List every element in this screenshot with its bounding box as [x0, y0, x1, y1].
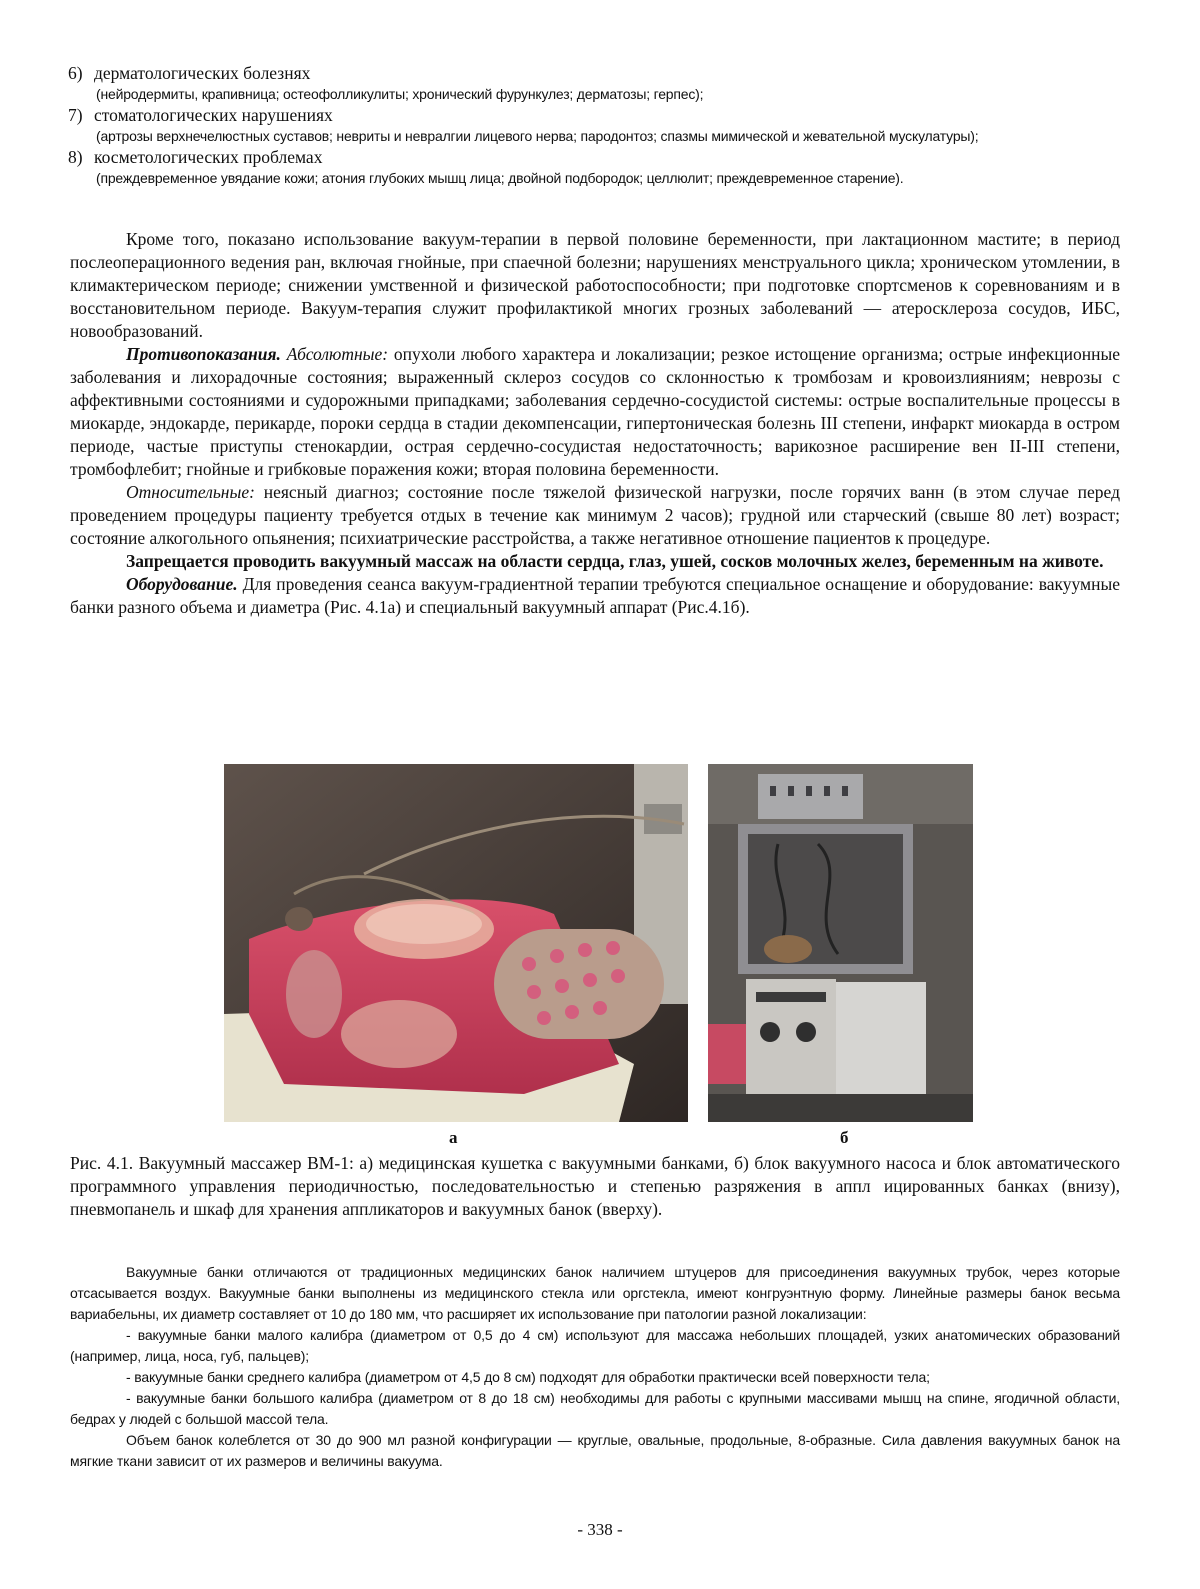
- relative-paragraph: [70, 481, 1120, 550]
- relative-text: неясный диагноз; состояние после тяжелой физической нагрузки, после горячих ванн (в этом случае перед проведением процедуры пациенту требуется отдых в течение как минимум 2 часов); грудной или старческий (свыше 80 лет) возраст; состояние алкогольного опьянения; психиатрические расстройства, а также негативное отношение пациентов к процедуре.: [70, 482, 1120, 548]
- list-item: [68, 62, 1132, 104]
- warning-text: Запрещается проводить вакуумный массаж на области сердца, глаз, ушей, сосков молочных желез, беременным на животе.: [126, 551, 1104, 571]
- equipment-heading: Оборудование.: [126, 574, 238, 594]
- list-title: стоматологических нарушениях: [94, 105, 333, 125]
- cups-large-caliber: - вакуумные банки большого калибра (диаметром от 8 до 18 см) необходимы для работы с крупными массивами мышц на спине, ягодичной области, бедрах у людей с большой массой тела.: [70, 1390, 1120, 1427]
- photo-couch-with-cups: [224, 764, 688, 1122]
- contra-heading: Противопоказания.: [126, 344, 281, 364]
- list-item: [68, 146, 1132, 188]
- main-text: [70, 228, 1120, 619]
- equipment-text: Для проведения сеанса вакуум-градиентной терапии требуются специальное оснащение и оборудование: вакуумные банки разного объема и диаметра (Рис. 4.1а) и специальный вакуумный аппарат (Рис.4.1б).: [70, 574, 1120, 617]
- list-number: 7): [68, 105, 83, 125]
- list-number: 8): [68, 147, 83, 167]
- cups-description: [70, 1262, 1120, 1472]
- list-item: [68, 104, 1132, 146]
- photo-vacuum-apparatus: [708, 764, 973, 1122]
- page-number: - 338 -: [577, 1520, 623, 1539]
- list-detail: (преждевременное увядание кожи; атония глубоких мышц лица; двойной подбородок; целлюлит; преждевременное старение).: [96, 170, 904, 186]
- equipment-paragraph: [70, 573, 1120, 619]
- list-detail: (артрозы верхнечелюстных суставов; невриты и невралгии лицевого нерва; пародонтоз; спазмы мимической и жевательной мускулатуры);: [96, 128, 979, 144]
- relative-label: Относительные:: [126, 482, 255, 502]
- indication-list: [68, 62, 1132, 188]
- cups-medium-caliber: - вакуумные банки среднего калибра (диаметром от 4,5 до 8 см) подходят для обработки практически всей поверхности тела;: [126, 1369, 930, 1385]
- figure-caption: Рис. 4.1. Вакуумный массажер ВМ-1: а) медицинская кушетка с вакуумными банками, б) блок вакуумного насоса и блок автоматического программного управления периодичностью, последовательностью и степенью разряжения в аппл ицированных банках (внизу), пневмопанель и шкаф для хранения аппликаторов и вакуумных банок (вверху).: [70, 1153, 1120, 1219]
- absolute-label: Абсолютные:: [286, 344, 389, 364]
- cups-small-caliber: - вакуумные банки малого калибра (диаметром от 0,5 до 4 см) используют для массажа небольших площадей, узких анатомических образований (например, лица, носа, губ, пальцев);: [70, 1327, 1120, 1364]
- indications-paragraph: Кроме того, показано использование вакуум-терапии в первой половине беременности, при лактационном мастите; в период послеоперационного ведения ран, включая гнойные, при спаечной болезни; нарушениях менструального цикла; хроническом утомлении, в климактерическом периоде; снижении умственной и физической работоспособности; при подготовке спортсменов к соревнованиям и в восстановительном периоде. Вакуум-терапия служит профилактикой многих грозных заболеваний — атеросклероза сосудов, ИБС, новообразований.: [70, 229, 1120, 341]
- warning-paragraph: [70, 550, 1120, 573]
- photo-label-b: б: [840, 1128, 849, 1147]
- list-title: косметологических проблемах: [94, 147, 323, 167]
- list-number: 6): [68, 63, 83, 83]
- contraindications-paragraph: [70, 343, 1120, 481]
- figure-photos: [0, 764, 1200, 1184]
- cups-paragraph: Вакуумные банки отличаются от традиционных медицинских банок наличием штуцеров для присоединения вакуумных трубок, через которые отсасывается воздух. Вакуумные банки выполнены из медицинского стекла или оргстекла, имеют конгруэнтную форму. Линейные размеры банок весьма вариабельны, их диаметр составляет от 10 до 180 мм, что расширяет их использование при патологии разной локализации:: [70, 1264, 1120, 1322]
- cups-volume-paragraph: Объем банок колеблется от 30 до 900 мл разной конфигурации — круглые, овальные, продольные, 8-образные. Сила давления вакуумных банок на мягкие ткани зависит от их размеров и величины вакуума.: [70, 1432, 1120, 1469]
- list-title: дерматологических болезнях: [94, 63, 311, 83]
- photo-label-a: а: [449, 1128, 458, 1147]
- list-detail: (нейродермиты, крапивница; остеофолликулиты; хронический фурункулез; дерматозы; герпес);: [96, 86, 704, 102]
- absolute-text: опухоли любого характера и локализации; резкое истощение организма; острые инфекционные заболевания и лихорадочные состояния; выраженный склероз сосудов со склонностью к тромбозам и кровоизлияниям; неврозы с аффективными состояниями и судорожными припадками; заболевания сердечно-сосудистой системы: острые воспалительные процессы в миокарде, эндокарде, перикарде, пороки сердца в стадии декомпенсации, гипертоническая болезнь III степени, инфаркт миокарда в остром периоде, частые приступы стенокардии, острая сердечно-сосудистая недостаточность; варикозное расширение вен II-III степени, тромбофлебит; гнойные и грибковые поражения кожи; вторая половина беременности.: [70, 344, 1121, 479]
